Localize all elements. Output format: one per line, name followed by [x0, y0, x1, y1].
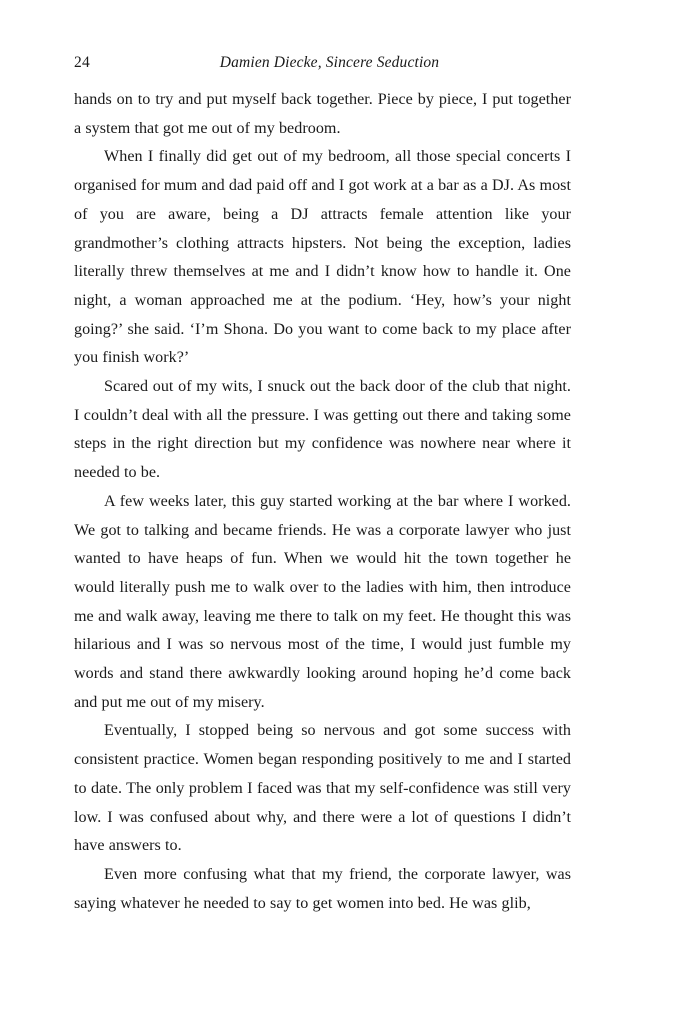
paragraph: A few weeks later, this guy started working at the bar where I worked. We got to talking and became friends. He was a corporate lawyer who just wanted to have heaps of fun. When we would hit the town together he would literally push me to walk over to the ladies with him, then introduce me and walk away, leaving me there to talk on my feet. He thought this was hilarious and I was so nervous most of the time, I would just fumble my words and stand there awkwardly looking around hoping he’d come back and put me out of my misery.	[74, 492, 571, 711]
body-text-block	[74, 86, 571, 918]
paragraph: hands on to try and put myself back together. Piece by piece, I put together a system that got me out of my bedroom.	[74, 91, 571, 137]
paragraph: Scared out of my wits, I snuck out the back door of the club that night. I couldn’t deal with all the pressure. I was getting out there and taking some steps in the right direction but my confidence was nowhere near where it needed to be.	[74, 378, 571, 482]
paragraph: Eventually, I stopped being so nervous and got some success with consistent practice. Women began responding positively to me and I started to date. The only problem I faced was that my self-confidence was still very low. I was confused about why, and there were a lot of questions I didn’t have answers to.	[74, 722, 571, 855]
page-number: 24	[74, 54, 90, 71]
running-head-title: Damien Diecke, Sincere Seduction	[219, 54, 440, 71]
running-head	[74, 54, 571, 74]
paragraph: Even more confusing what that my friend, the corporate lawyer, was saying whatever he needed to say to get women into bed. He was glib,	[74, 865, 571, 912]
paragraph: When I finally did get out of my bedroom, all those special concerts I organised for mum and dad paid off and I got work at a bar as a DJ. As most of you are aware, being a DJ attracts female attention like your grandmother’s clothing attracts hipsters. Not being the exception, ladies literally threw themselves at me and I didn’t know how to handle it. One night, a woman approached me at the podium. ‘Hey, how’s your night going?’ she said. ‘I’m Shona. Do you want to come back to my place after you finish work?’	[74, 148, 571, 367]
